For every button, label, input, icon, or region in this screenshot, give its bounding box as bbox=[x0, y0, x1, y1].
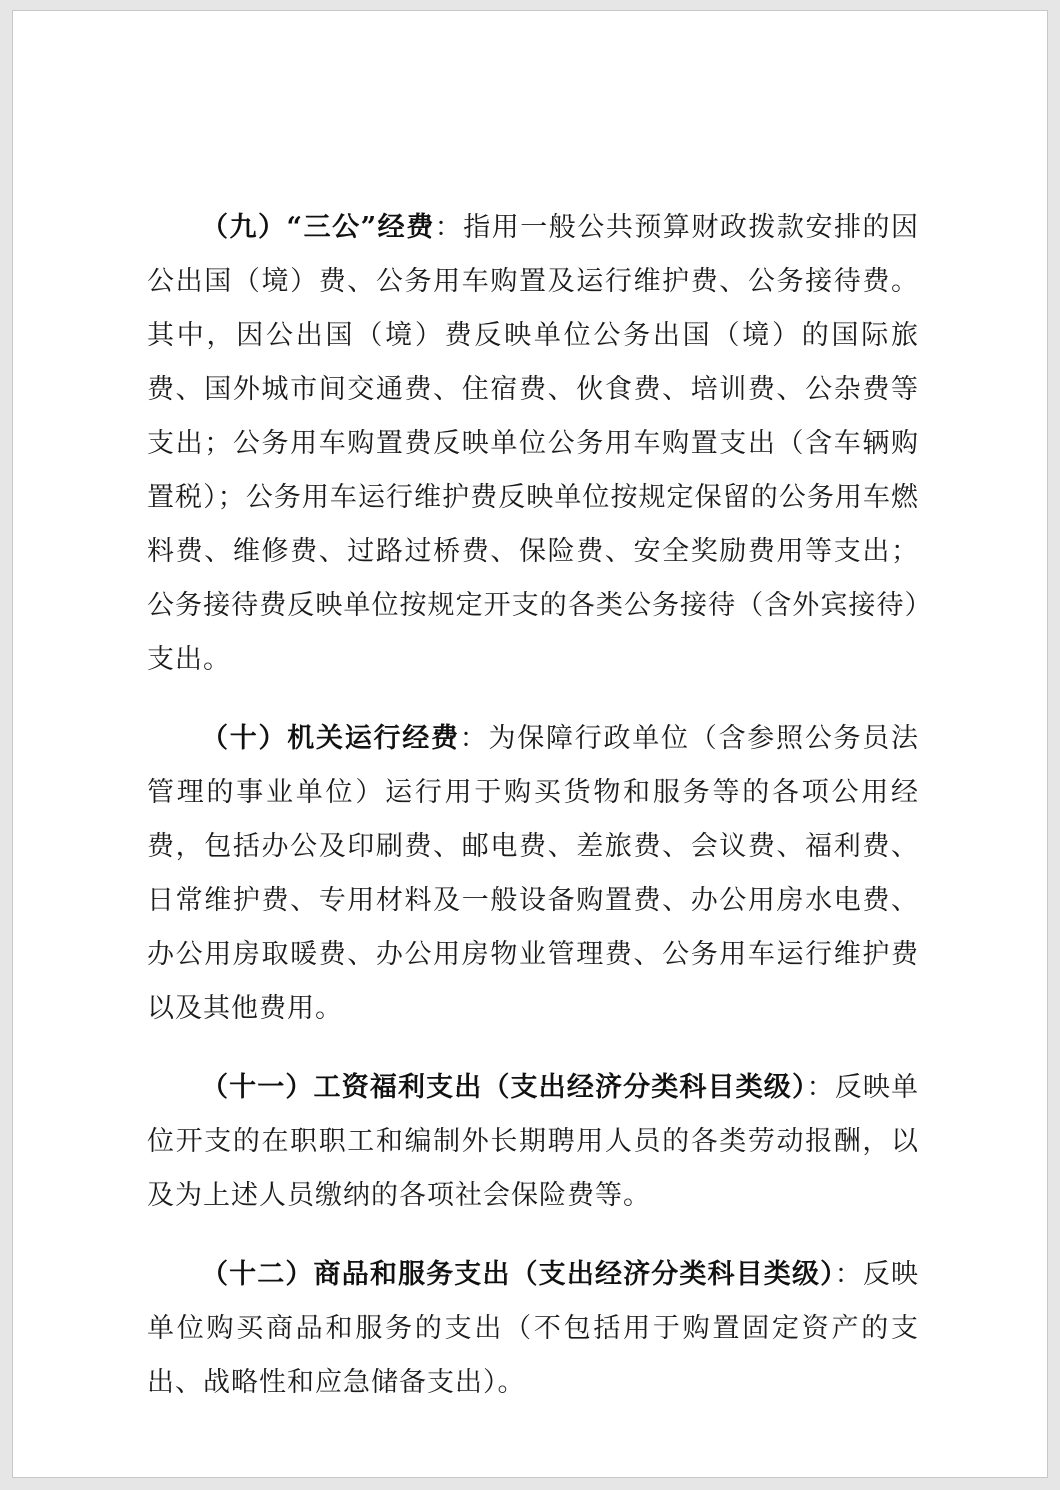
paragraph-wage-welfare-expenditure bbox=[147, 1061, 919, 1223]
definition-wage-welfare-expenditure: ：反映单位开支的在职职工和编制外长期聘用人员的各类劳动报酬，以及为上述人员缴纳的各项社会保险费等。 bbox=[147, 1072, 920, 1211]
document-page bbox=[12, 10, 1048, 1478]
paragraph-goods-services-expenditure bbox=[147, 1248, 919, 1410]
document-body bbox=[147, 201, 919, 1435]
definition-goods-services-expenditure: ：反映单位购买商品和服务的支出（不包括用于购置固定资产的支出、战略性和应急储备支出）。 bbox=[147, 1259, 920, 1398]
term-agency-operating-funds: （十）机关运行经费 bbox=[201, 723, 460, 754]
term-goods-services-expenditure: （十二）商品和服务支出（支出经济分类科目类级） bbox=[201, 1259, 835, 1290]
paragraph-three-public-funds bbox=[147, 201, 919, 687]
definition-three-public-funds: ：指用一般公共预算财政拨款安排的因公出国（境）费、公务用车购置及运行维护费、公务接待费。其中，因公出国（境）费反映单位公务出国（境）的国际旅费、国外城市间交通费、住宿费、伙食费、培训费、公杂费等支出；公务用车购置费反映单位公务用车购置支出（含车辆购置税）；公务用车运行维护费反映单位按规定保留的公务用车燃料费、维修费、过路过桥费、保险费、安全奖励费用等支出；公务接待费反映单位按规定开支的各类公务接待（含外宾接待）支出。 bbox=[147, 212, 919, 675]
definition-agency-operating-funds: ：为保障行政单位（含参照公务员法管理的事业单位）运行用于购买货物和服务等的各项公用经费，包括办公及印刷费、邮电费、差旅费、会议费、福利费、日常维护费、专用材料及一般设备购置费、办公用房水电费、办公用房取暖费、办公用房物业管理费、公务用车运行维护费以及其他费用。 bbox=[147, 723, 919, 1024]
term-three-public-funds: （九）“三公”经费 bbox=[201, 212, 435, 243]
term-wage-welfare-expenditure: （十一）工资福利支出（支出经济分类科目类级） bbox=[201, 1072, 807, 1103]
paragraph-agency-operating-funds bbox=[147, 712, 919, 1036]
